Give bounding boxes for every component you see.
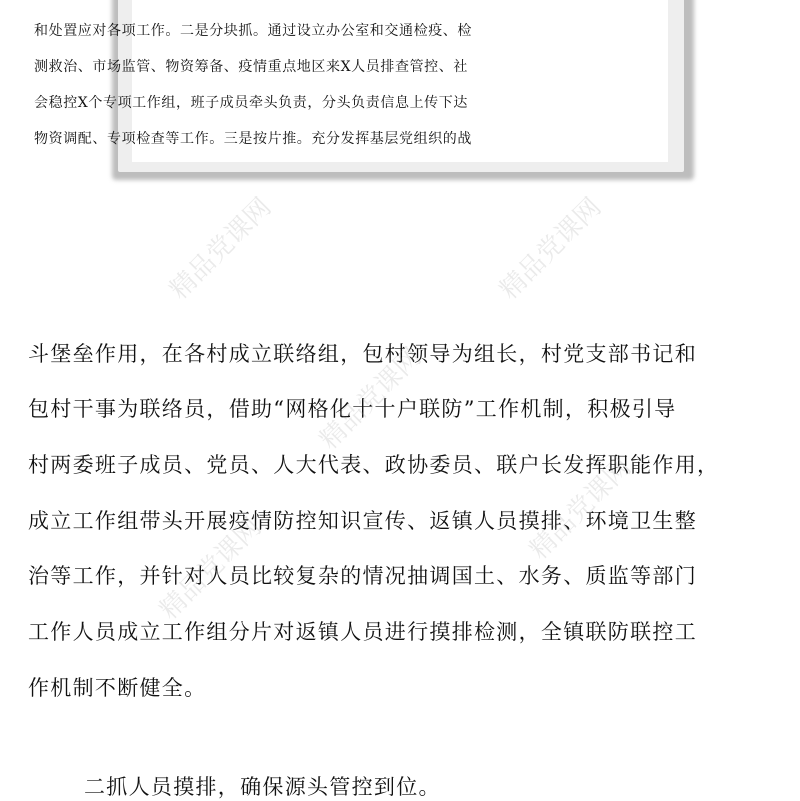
body-text-line: 治等工作，并针对人员比较复杂的情况抽调国土、水务、质监等部门 xyxy=(28,564,697,588)
watermark-text: 精品党课网 xyxy=(524,452,638,566)
body-text-line: 工作人员成立工作组分片对返镇人员进行摸排检测，全镇联防联控工 xyxy=(28,620,697,644)
body-text-line: 村两委班子成员、党员、人大代表、政协委员、联户长发挥职能作用， xyxy=(28,453,720,477)
watermark-text: 精品党课网 xyxy=(314,342,428,456)
watermark-text: 精品党课网 xyxy=(494,192,608,306)
card-text-line: 测救治、市场监管、物资筹备、疫情重点地区来X人员排查管控、社 xyxy=(34,59,468,75)
watermark-text: 精品党课网 xyxy=(154,512,268,626)
card-text-line: 和处置应对各项工作。二是分块抓。通过设立办公室和交通检疫、检 xyxy=(34,23,472,39)
card-text-line: 会稳控X个专项工作组，班子成员牵头负责，分头负责信息上传下达 xyxy=(34,95,468,111)
card-text-line: 物资调配、专项检查等工作。三是按片推。充分发挥基层党组织的战 xyxy=(34,131,472,147)
body-text-line: 成立工作组带头开展疫情防控知识宣传、返镇人员摸排、环境卫生整 xyxy=(28,509,697,533)
watermark-text: 精品党课网 xyxy=(164,192,278,306)
body-text-line: 作机制不断健全。 xyxy=(28,676,207,700)
section-heading: 二抓人员摸排，确保源头管控到位。 xyxy=(84,775,441,799)
body-text-line: 斗堡垒作用，在各村成立联络组，包村领导为组长，村党支部书记和 xyxy=(28,342,697,366)
body-text-line: 包村干事为联络员，借助“网格化十十户联防”工作机制，积极引导 xyxy=(28,397,677,421)
